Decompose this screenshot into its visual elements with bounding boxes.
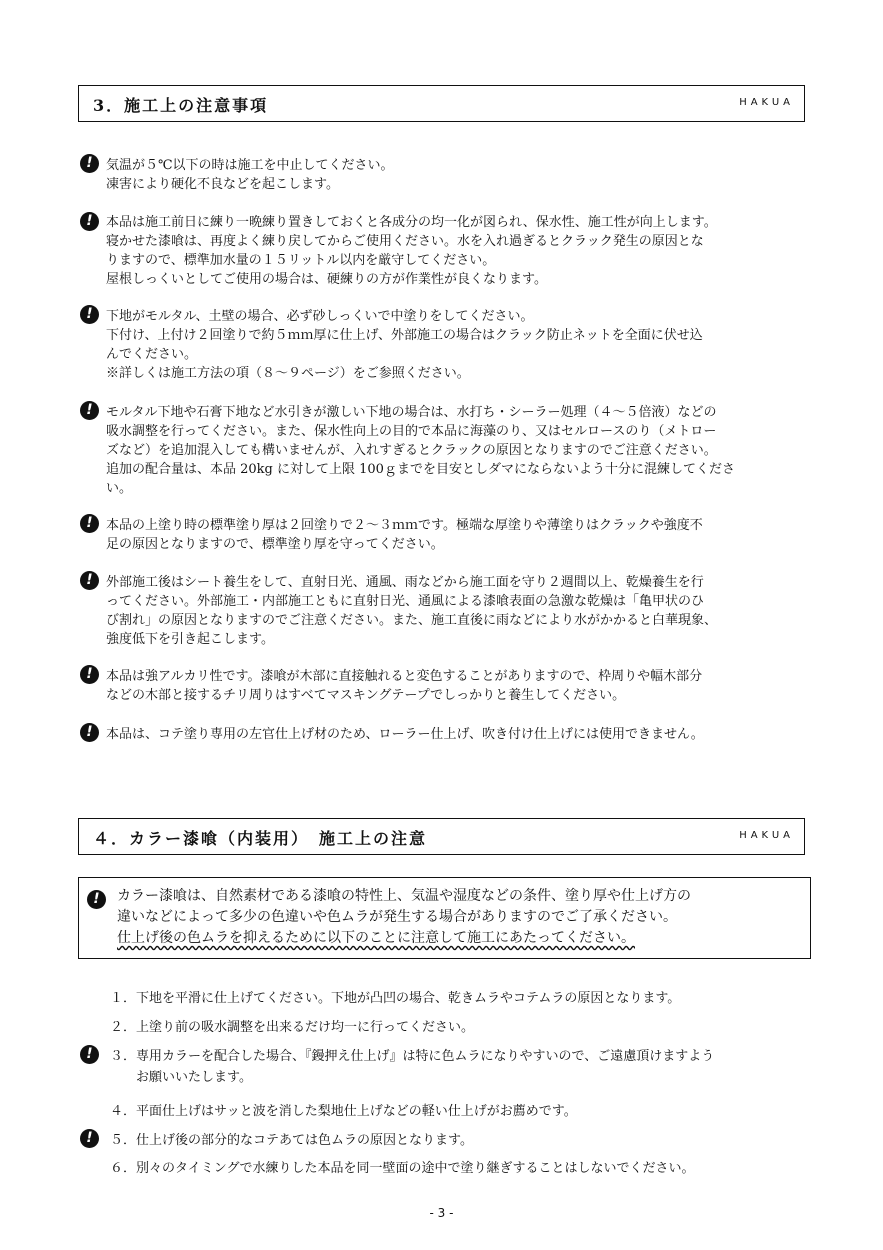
caution-item — [106, 156, 796, 194]
item-line: 追加の配合量は、本品 20kg に対して上限 100ｇまでを目安としダマにならないよう十分に混練してくださ — [106, 462, 735, 477]
list-item — [110, 1130, 800, 1151]
item-line: 外部施工後はシート養生をして、直射日光、通風、雨などから施工面を守り２週間以上、乾燥養生を行 — [106, 575, 704, 590]
item-line: 気温が５℃以下の時は施工を中止してください。 — [106, 158, 394, 173]
item-line: い。 — [106, 481, 133, 496]
item-line: 足の原因となりますので、標準塗り厚を守ってください。 — [106, 537, 444, 552]
list-line: お願いいたします。 — [110, 1070, 252, 1085]
section4-title: ４．カラー漆喰（内装用） 施工上の注意 — [93, 829, 428, 848]
list-item — [110, 1158, 800, 1179]
list-line: ６．別々のタイミングで水練りした本品を同一壁面の途中で塗り継ぎすることはしないでください。 — [110, 1161, 695, 1176]
page-number: - 3 - — [429, 1206, 454, 1220]
caution-item — [106, 516, 796, 554]
list-line: ３．専用カラーを配合した場合、『鏝押え仕上げ』は特に色ムラになりやすいので、ご遠慮頂けますよう — [110, 1049, 715, 1064]
item-line: 本品は施工前日に練り一晩練り置きしておくと各成分の均一化が図られ、保水性、施工性が向上します。 — [106, 215, 717, 230]
notice-emphasis: 仕上げ後の色ムラを抑えるために以下のことに注意して施工にあたってください。 — [117, 930, 635, 946]
item-line: りますので、標準加水量の１５リットル以内を厳守してください。 — [106, 253, 496, 268]
item-line: 下地がモルタル、土壁の場合、必ず砂しっくいで中塗りをしてください。 — [106, 309, 534, 324]
item-line: 強度低下を引き起こします。 — [106, 632, 274, 647]
list-line: ５．仕上げ後の部分的なコテあては色ムラの原因となります。 — [110, 1133, 473, 1148]
item-line: 下付け、上付け２回塗りで約５ｍｍ厚に仕上げ、外部施工の場合はクラック防止ネットを全面に伏せ込 — [106, 328, 703, 343]
item-line: 凍害により硬化不良などを起こします。 — [106, 177, 339, 192]
item-line: 吸水調整を行ってください。また、保水性向上の目的で本品に海藻のり、又はセルロースのり（メトロー — [106, 424, 717, 439]
caution-item — [106, 213, 796, 289]
item-line: ※詳しくは施工方法の項（８～９ページ）をご参照ください。 — [106, 366, 470, 381]
item-line: 寝かせた漆喰は、再度よく練り戻してからご使用ください。水を入れ過ぎるとクラック発生の原因とな — [106, 234, 704, 249]
caution-item — [106, 307, 796, 383]
list-line: ２．上塗り前の吸水調整を出来るだけ均一に行ってください。 — [110, 1020, 475, 1035]
item-line: などの木部と接するチリ周りはすべてマスキングテープでしっかりと養生してください。 — [106, 688, 626, 703]
warning-icon: ! — [80, 571, 99, 590]
warning-icon: ! — [80, 1129, 99, 1148]
item-line: 屋根しっくいとしてご使用の場合は、硬練りの方が作業性が良くなります。 — [106, 272, 547, 287]
item-line: 本品の上塗り時の標準塗り厚は２回塗りで２～３ｍｍです。極端な厚塗りや薄塗りはクラックや強度不 — [106, 518, 703, 533]
warning-icon: ! — [87, 890, 106, 909]
caution-item — [106, 667, 796, 705]
warning-icon: ! — [80, 723, 99, 742]
list-item — [110, 1017, 800, 1038]
caution-item — [106, 403, 796, 498]
item-line: 本品は、コテ塗り専用の左官仕上げ材のため、ローラー仕上げ、吹き付け仕上げには使用できません。 — [106, 727, 704, 742]
item-line: び割れ」の原因となりますのでご注意ください。また、施工直後に雨などにより水がかかると白華現象、 — [106, 613, 718, 628]
section3-header — [78, 85, 805, 122]
list-item — [110, 1046, 800, 1088]
list-item — [110, 1101, 800, 1122]
caution-item — [106, 725, 796, 744]
notice-box — [78, 877, 811, 959]
warning-icon: ! — [80, 514, 99, 533]
caution-item — [106, 573, 796, 649]
item-line: モルタル下地や石膏下地など水引きが激しい下地の場合は、水打ち・シーラー処理（４～５倍液）などの — [106, 405, 717, 420]
item-line: ってください。外部施工・内部施工ともに直射日光、通風による漆喰表面の急激な乾燥は「亀甲状のひ — [106, 594, 705, 609]
notice-line: 違いなどによって多少の色違いや色ムラが発生する場合がありますのでご了承ください。 — [117, 909, 677, 925]
warning-icon: ! — [80, 665, 99, 684]
warning-icon: ! — [80, 401, 99, 420]
notice-text — [117, 886, 807, 949]
item-line: ズなど）を追加混入しても構いませんが、入れすぎるとクラックの原因となりますのでご注意ください。 — [106, 443, 717, 458]
warning-icon: ! — [80, 212, 99, 231]
item-line: んでください。 — [106, 347, 198, 362]
item-line: 本品は強アルカリ性です。漆喰が木部に直接触れると変色することがありますので、枠周りや幅木部分 — [106, 669, 703, 684]
warning-icon: ! — [80, 154, 99, 173]
section4-header — [78, 818, 805, 855]
warning-icon: ! — [80, 305, 99, 324]
brand-label: HAKUA — [739, 830, 794, 841]
warning-icon: ! — [80, 1045, 99, 1064]
list-line: １．下地を平滑に仕上げてください。下地が凸凹の場合、乾きムラやコテムラの原因となります。 — [110, 991, 681, 1006]
brand-label: HAKUA — [739, 97, 794, 108]
notice-line: カラー漆喰は、自然素材である漆喰の特性上、気温や湿度などの条件、塗り厚や仕上げ方の — [117, 888, 691, 904]
list-item — [110, 988, 800, 1009]
section3-title: 3．施工上の注意事項 — [93, 96, 269, 115]
list-line: ４．平面仕上げはサッと波を消した梨地仕上げなどの軽い仕上げがお薦めです。 — [110, 1104, 577, 1119]
